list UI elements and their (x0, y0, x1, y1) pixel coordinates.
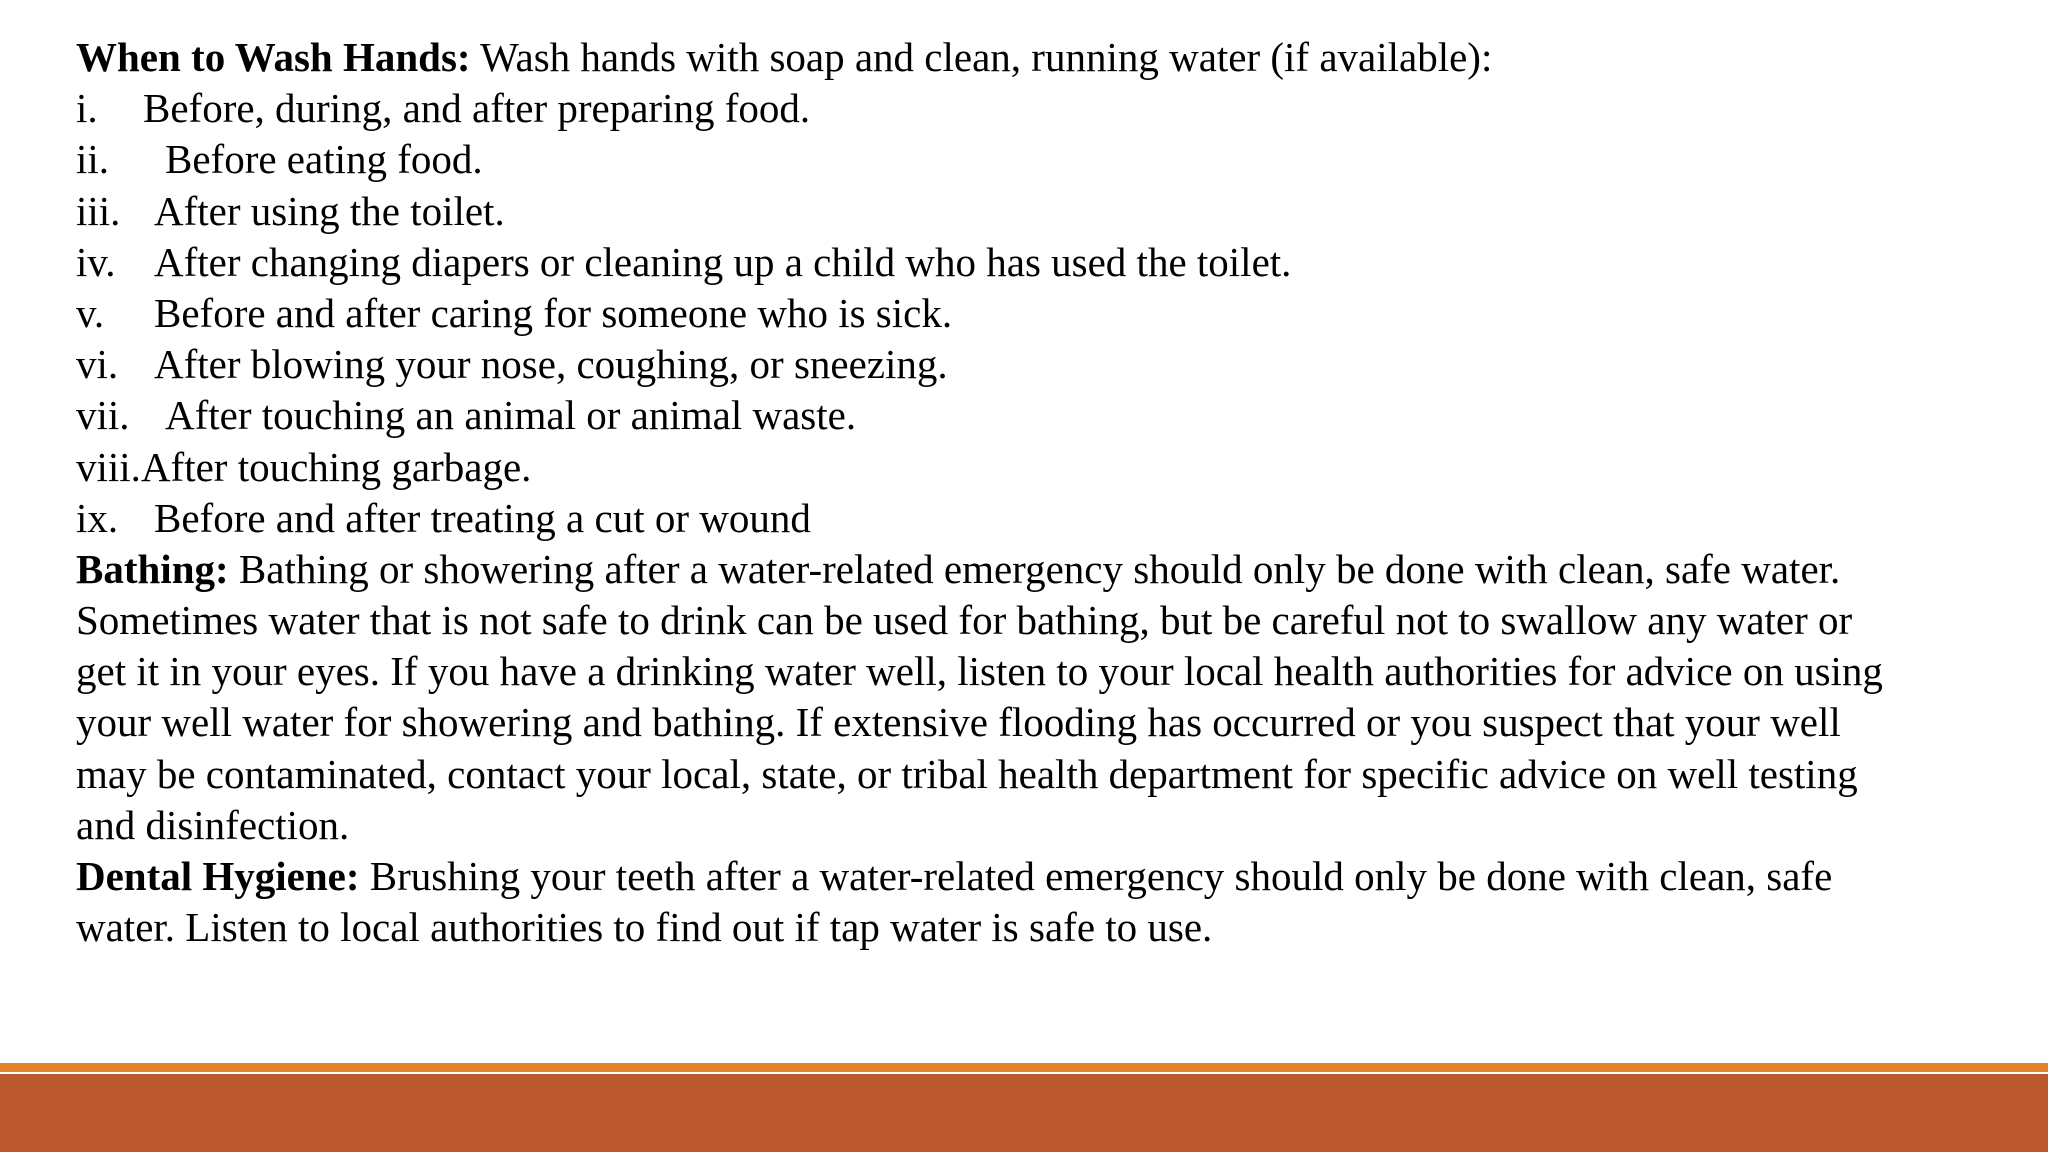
footer-accent-stripe (0, 1063, 2048, 1072)
list-item (76, 186, 1996, 237)
hand-washing-intro (76, 32, 1996, 83)
slide-body (76, 32, 1996, 953)
dental-text: Brushing your teeth after a water-related emergency should only be done with clean, safe (359, 853, 1833, 899)
bathing-paragraph-line: your well water for showering and bathing. If extensive flooding has occurred or you suspect that your well (76, 699, 1841, 746)
dental-paragraph-line: water. Listen to local authorities to find out if tap water is safe to use. (76, 904, 1213, 951)
list-item (76, 237, 1996, 288)
list-item-text: Before and after treating a cut or wound (154, 494, 811, 541)
dental-heading: Dental Hygiene: (76, 853, 360, 899)
list-item-text: Before eating food. (165, 136, 483, 183)
list-item (76, 339, 1996, 390)
list-item-text: After changing diapers or cleaning up a child who has used the toilet. (154, 238, 1292, 285)
list-item (76, 134, 1996, 185)
list-item-number: v. (76, 289, 105, 336)
footer-bar (0, 1074, 2048, 1152)
bathing-paragraph-line (76, 544, 1996, 595)
list-item-number: ix. (76, 494, 119, 541)
list-item-text: After touching an animal or animal waste. (165, 392, 857, 439)
list-item-number: iv. (76, 238, 116, 285)
bathing-heading: Bathing: (76, 545, 229, 592)
list-item-number: i. (76, 85, 98, 132)
list-item-text: Before and after caring for someone who is sick. (154, 289, 953, 336)
bathing-paragraph-line: and disinfection. (76, 801, 350, 848)
list-item (76, 442, 1996, 493)
hand-washing-heading: When to Wash Hands: (76, 34, 471, 80)
list-item (76, 83, 1996, 134)
bathing-paragraph-line: may be contaminated, contact your local, state, or tribal health department for specific advice on well testing (76, 750, 1858, 797)
hand-washing-intro-text: Wash hands with soap and clean, running water (if available): (470, 34, 1493, 80)
bathing-paragraph-line: get it in your eyes. If you have a drinking water well, listen to your local health authorities for advice on using (76, 648, 1883, 695)
bathing-text: Bathing or showering after a water-related emergency should only be done with clean, safe water. (228, 545, 1841, 592)
list-item-number: ii. (76, 136, 110, 183)
list-item (76, 288, 1996, 339)
bathing-paragraph-line: Sometimes water that is not safe to drink can be used for bathing, but be careful not to swallow any water or (76, 597, 1853, 644)
list-item-number: vi. (76, 341, 119, 388)
list-item-number: vii. (76, 392, 130, 439)
list-item (76, 493, 1996, 544)
list-item-number: viii. (76, 443, 141, 490)
list-item-text: After using the toilet. (154, 187, 505, 234)
list-item-text: Before, during, and after preparing food. (143, 85, 811, 132)
list-item-text: After blowing your nose, coughing, or sneezing. (154, 341, 948, 388)
list-item-number: iii. (76, 187, 121, 234)
list-item-text: After touching garbage. (140, 443, 532, 490)
dental-paragraph-line (76, 851, 1996, 902)
list-item (76, 390, 1996, 441)
